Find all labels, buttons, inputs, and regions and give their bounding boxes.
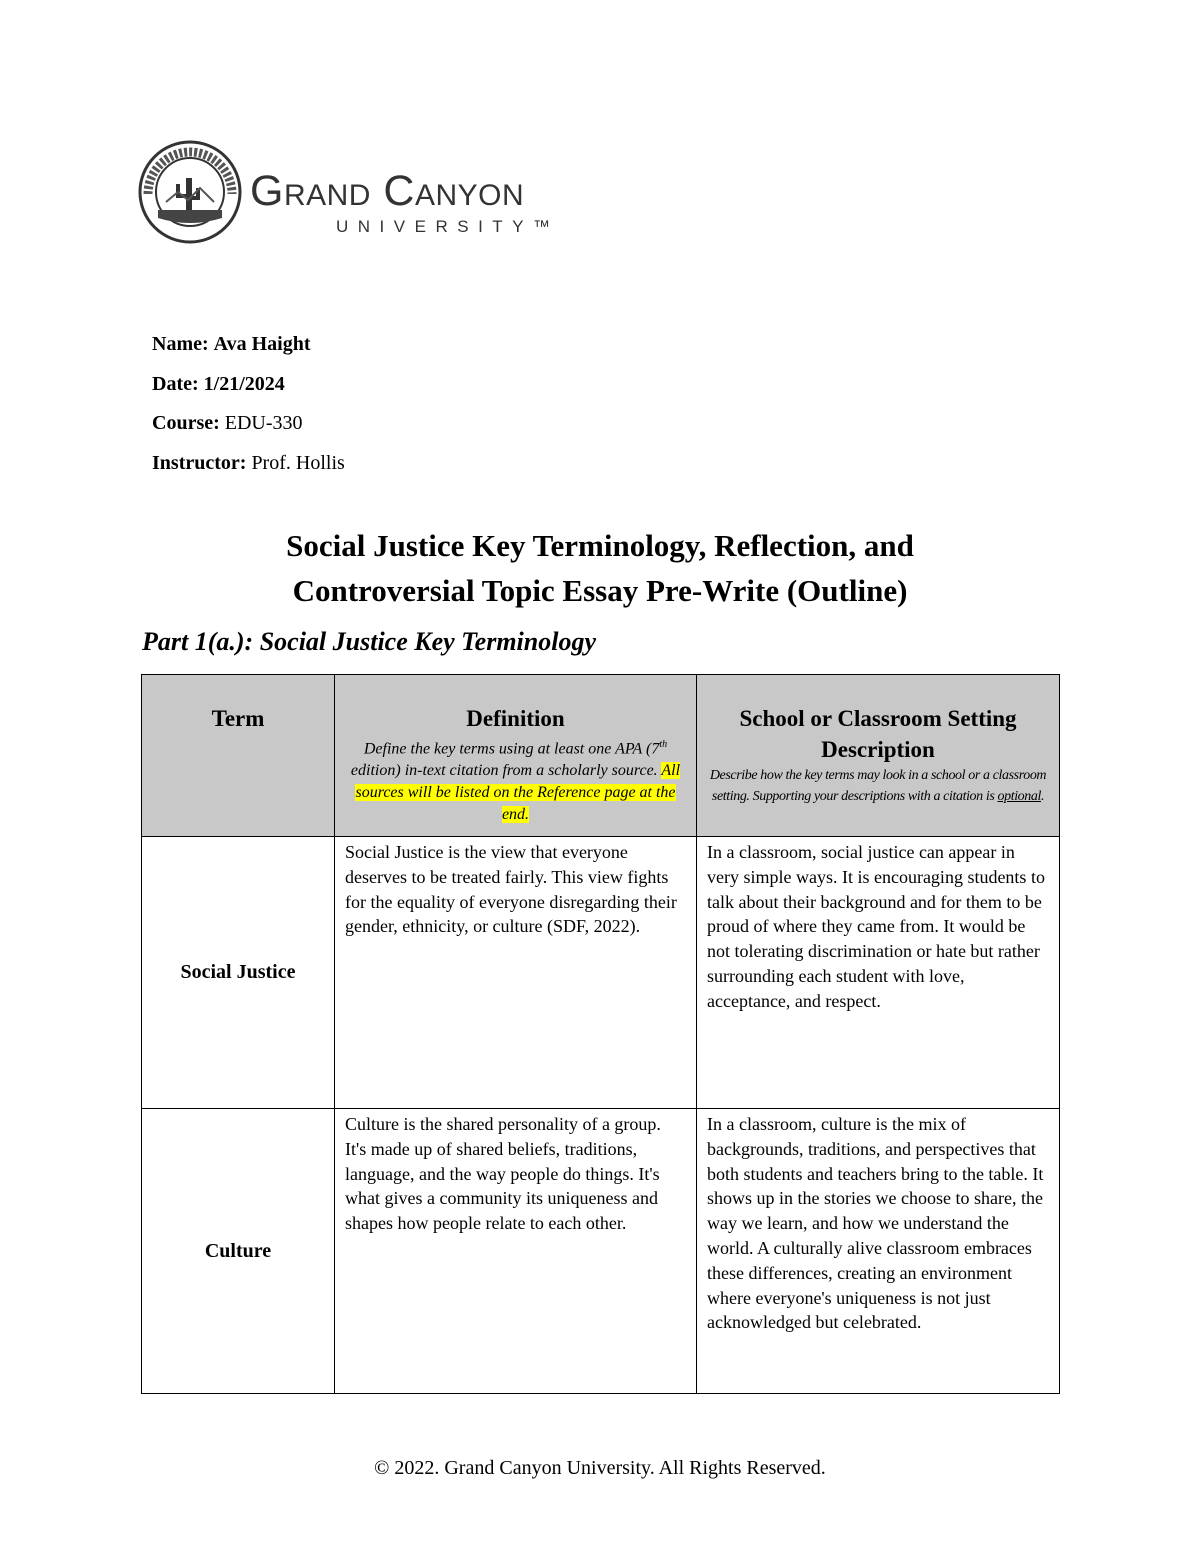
table-header-row [142,675,1060,837]
term-cell: Culture [142,1109,335,1394]
document-title [0,523,1200,613]
title-line-2: Controversial Topic Essay Pre-Write (Outline) [292,573,908,608]
header-setting-line-2: Description [821,737,935,762]
header-definition-note: Define the key terms using at least one APA (7th edition) in-text citation from a scholarly source. All sources will be listed on the Reference page at the end. [350,739,681,824]
name-row [152,330,345,370]
instructor-row [152,449,345,489]
header-setting [697,675,1060,837]
optional-underlined: optional [997,789,1041,804]
course-label: Course: [152,412,220,434]
part-heading: Part 1(a.): Social Justice Key Terminology [142,627,596,656]
name-label: Name: [152,333,209,355]
date-label: Date: [152,372,199,395]
term-cell: Social Justice [142,837,335,1109]
name-value: Ava Haight [213,333,311,355]
table-row [142,1109,1060,1394]
university-logo [138,140,598,244]
header-term-label: Term [211,706,265,731]
date-row [152,370,345,410]
header-term [142,675,335,837]
terminology-table [141,674,1060,1394]
logo-subtitle: UNIVERSITY™ [336,217,560,236]
header-definition-label: Definition [466,706,565,731]
header-setting-line-1: School or Classroom Setting [739,706,1017,731]
university-seal-icon [138,140,242,244]
instructor-value: Prof. Hollis [251,451,345,474]
title-line-1: Social Justice Key Terminology, Reflection, and [286,528,914,563]
course-row [152,409,345,449]
student-info [152,330,345,488]
copyright-footer: © 2022. Grand Canyon University. All Rights Reserved. [374,1457,826,1479]
setting-cell: In a classroom, social justice can appear in very simple ways. It is encouraging students to talk about their background and for them to be proud of where they came from. It would be not tolerating discrimination or hate but rather surrounding each student with love, acceptance, and respect. [697,837,1060,1109]
definition-cell: Social Justice is the view that everyone deserves to be treated fairly. This view fights for the equality of everyone disregarding their gender, ethnicity, or culture (SDF, 2022). [335,837,697,1109]
definition-cell: Culture is the shared personality of a group. It's made up of shared beliefs, traditions, language, and the way people do things. It's what gives a community its uniqueness and shapes how people relate to each other. [335,1109,697,1394]
highlighted-reference-note: All sources will be listed on the Reference page at the end. [355,762,681,824]
setting-cell: In a classroom, culture is the mix of backgrounds, traditions, and perspectives that both students and teachers bring to the table. It shows up in the stories we choose to share, the way we learn, and how we understand the world. A culturally alive classroom embraces these differences, creating an environment where everyone's uniqueness is not just acknowledged but celebrated. [697,1109,1060,1394]
table-row [142,837,1060,1109]
logo-name: Grand Canyon [250,167,525,215]
header-definition [335,675,697,837]
header-setting-note: Describe how the key terms may look in a school or a classroom setting. Supporting your descriptions with a citation is optional. [709,768,1047,804]
instructor-label: Instructor: [152,451,247,474]
date-value: 1/21/2024 [203,372,285,395]
course-value: EDU-330 [224,412,303,434]
